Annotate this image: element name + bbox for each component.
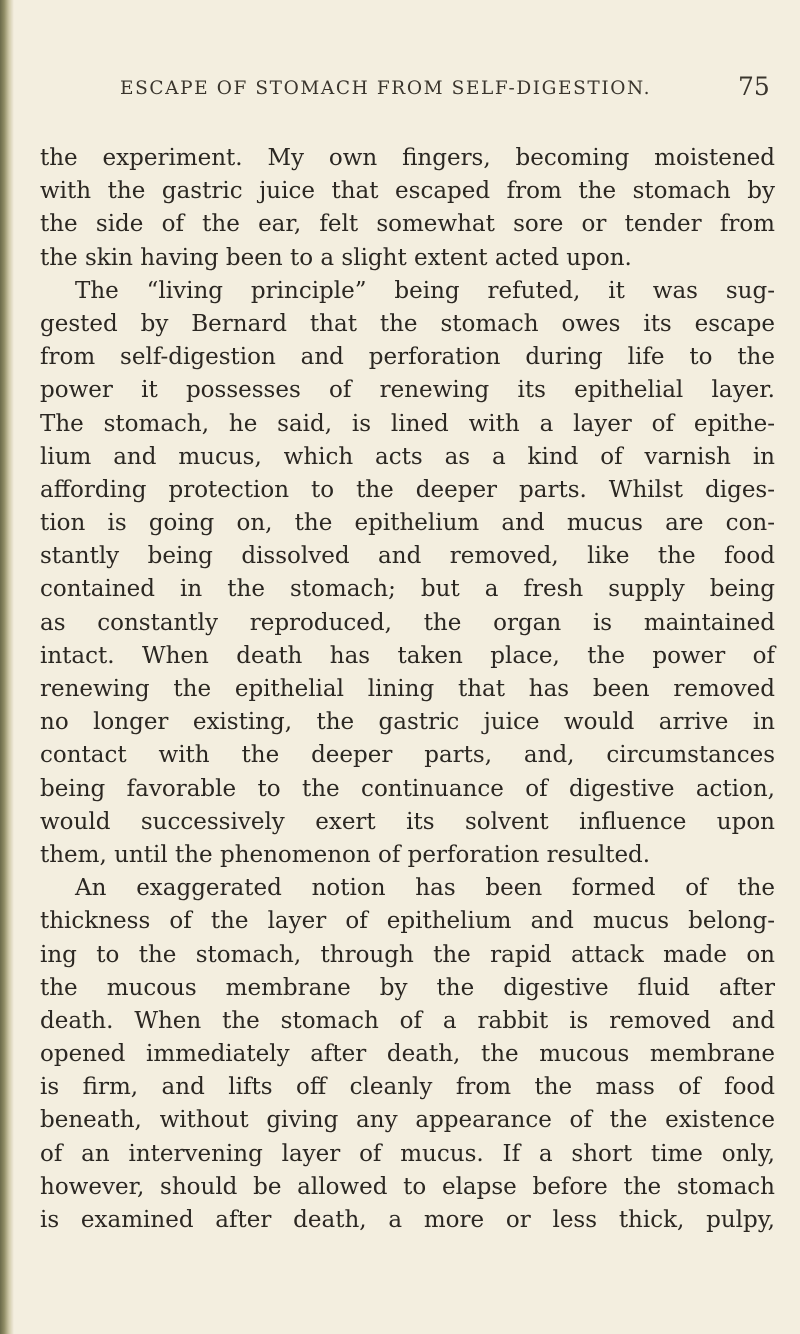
- page-number: 75: [738, 72, 770, 101]
- text-line: no longer existing, the gastric juice would arrive in: [40, 709, 775, 736]
- text-line: power it possesses of renewing its epithelial layer.: [40, 377, 775, 404]
- text-line: is examined after death, a more or less thick, pulpy,: [40, 1207, 775, 1233]
- text-line: affording protection to the deeper parts. Whilst diges-: [40, 476, 775, 503]
- text-line: the side of the ear, felt somewhat sore or tender from: [40, 211, 775, 238]
- text-line: from self-digestion and perforation during life to the: [40, 344, 775, 371]
- text-line: ing to the stomach, through the rapid attack made on: [40, 941, 775, 968]
- text-line: thickness of the layer of epithelium and mucus belong-: [40, 908, 775, 935]
- text-line: beneath, without giving any appearance of the existence: [40, 1107, 775, 1134]
- text-line: death. When the stomach of a rabbit is removed and: [40, 1007, 775, 1034]
- text-line: being favorable to the continuance of digestive action,: [40, 775, 775, 802]
- text-line: gested by Bernard that the stomach owes its escape: [40, 310, 775, 337]
- text-line: with the gastric juice that escaped from the stomach by: [40, 178, 775, 205]
- text-line: renewing the epithelial lining that has been removed: [40, 676, 775, 702]
- text-line: opened immediately after death, the mucous membrane: [40, 1041, 775, 1068]
- text-line: lium and mucus, which acts as a kind of varnish in: [40, 443, 775, 470]
- text-line: The “living principle” being refuted, it was sug-: [75, 277, 775, 304]
- text-line: them, until the phenomenon of perforation resulted.: [40, 841, 651, 868]
- text-line: An exaggerated notion has been formed of the: [75, 875, 775, 902]
- text-line: tion is going on, the epithelium and mucus are con-: [40, 510, 775, 537]
- text-line: would successively exert its solvent influence upon: [40, 808, 775, 835]
- running-head: ESCAPE OF STOMACH FROM SELF-DIGESTION.: [120, 78, 652, 99]
- text-line: as constantly reproduced, the organ is maintained: [40, 609, 775, 636]
- text-line: The stomach, he said, is lined with a layer of epithe-: [40, 410, 775, 437]
- text-line: of an intervening layer of mucus. If a short time only,: [40, 1140, 775, 1167]
- page-binding-edge: [0, 0, 14, 1334]
- text-line: the skin having been to a slight extent acted upon.: [40, 244, 632, 271]
- text-line: however, should be allowed to elapse before the stomach: [40, 1173, 775, 1200]
- text-line: contained in the stomach; but a fresh supply being: [40, 576, 775, 603]
- text-line: the mucous membrane by the digestive fluid after: [40, 974, 775, 1001]
- text-line: is firm, and lifts off cleanly from the mass of food: [40, 1074, 775, 1101]
- body-text: [40, 142, 775, 1237]
- page-header: [0, 72, 800, 118]
- text-line: the experiment. My own fingers, becoming moistened: [40, 145, 775, 171]
- text-line: intact. When death has taken place, the power of: [40, 642, 775, 669]
- text-line: stantly being dissolved and removed, like the food: [40, 543, 775, 570]
- text-line: contact with the deeper parts, and, circumstances: [40, 742, 775, 769]
